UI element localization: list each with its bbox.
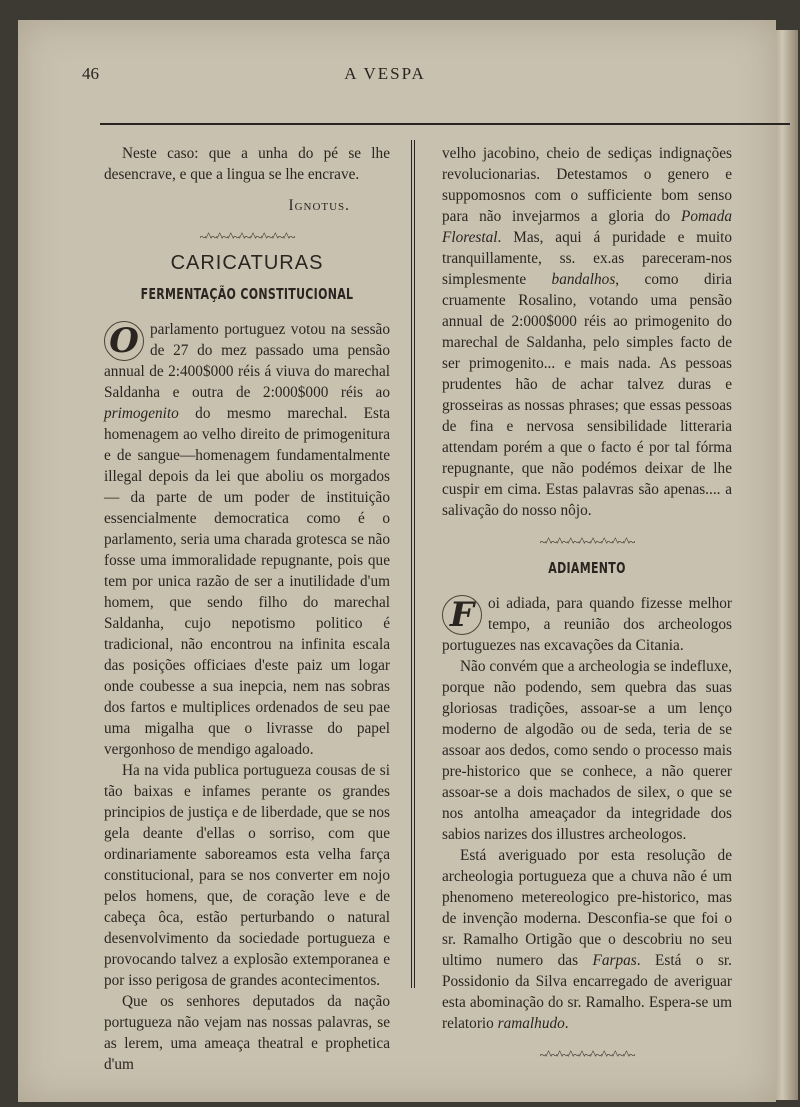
left-column <box>104 143 390 1075</box>
ornament-divider: ~^~^~^~^~^~^~^~^~ <box>539 534 635 549</box>
article-paragraph: F oi adiada, para quando fizesse melhor tempo, a reunião dos archeologos portuguezes nas excavações da Citania. <box>442 595 732 654</box>
article-paragraph: O parlamento portuguez votou na sessão de 27 do mez passado uma pensão annual de 2:400$000 réis á viuva do marechal Saldanha e outra de 2:000$000 réis ao primogenito do mesmo marechal. Esta homenagem ao velho direito de primogenitura e de sangue—homenagem fundamentalmente illegal depois da lei que aboliu os morgados — da parte de um poder de instituição essencialmente democratica como é o parlamento, seria uma charada grotesca se não fosse uma immoralidade repugnante, pois que tem por unica razão de ser a inutilidade d'um homem, que sendo filho do marechal Saldanha, cujo nepotismo politico é tradicional, não encontrou na infinita escala das posições officiaes d'este paiz um logar onde coubesse a sua inepcia, nem nas sobras dos fartos e multiplices ordenados de seu pae uma migalha que o livrasse do papel vergonhoso de mendigo agaloado. <box>104 321 390 758</box>
article-paragraph: Ha na vida publica portugueza cousas de si tão baixas e infames perante os grandes principios de justiça e de liberdade, que se nos gela deante d'ellas o sorriso, com que ordinariamente saboreamos esta velha farça constitucional, para se nos converter em nojo pelos homens, que, de coração leve e de cabeça ôca, estão perturbando o natural desenvolvimento da sociedade portugueza e provocando talvez a explosão extemporanea e por isso perigosa de grandes acontecimentos. <box>104 762 390 989</box>
article-title: ADIAMENTO <box>548 559 626 578</box>
header-rule <box>100 123 790 125</box>
page-header <box>82 64 688 94</box>
article-paragraph: Está averiguado por esta resolução de archeologia portugueza que a chuva não é um phenomeno metereologico pre-historico, mas de invenção moderna. Desconfia-se que foi o sr. Ramalho Ortigão que o descobriu no seu ultimo numero das Farpas. Está o sr. Possidonio da Silva encarregado de averiguar esta abominação do sr. Ramalho. Espera-se um relatorio ramalhudo. <box>442 847 732 1032</box>
column-divider <box>411 140 412 988</box>
ornament-divider: ~^~^~^~^~^~^~^~^~ <box>199 229 295 244</box>
article-paragraph: velho jacobino, cheio de sediças indignações revolucionarias. Detestamos o genero e suppomosnos com o sufficiente bom senso para não invejarmos a gloria do Pomada Florestal. Mas, aqui á puridade e muito tranquillamente, ss. ex.as pareceram-nos simplesmente bandalhos, como diria cruamente Rosalino, votando uma pensão annual de 2:000$000 réis ao primogenito do marechal de Saldanha, pelo simples facto de ser primogenito... e mais nada. As pessoas prudentes hão de achar talvez duras e grosseiras as nossas phrases; que essas pessoas de fina e nervosa sensibilidade litteraria attendam porém a que o facto é por tal fórma repugnante, que não podémos deixar de lhe cuspir em cima. Estas palavras são apenas.... a salivação do nosso nôjo. <box>442 145 732 519</box>
ornament-divider: ~^~^~^~^~^~^~^~^~ <box>539 1047 635 1062</box>
dropcap-f: F <box>442 595 482 635</box>
signature: Ignotus. <box>288 197 350 214</box>
section-title: CARICATURAS <box>170 252 324 274</box>
article-title: FERMENTAÇÃO CONSTITUCIONAL <box>140 285 354 304</box>
column-divider-double <box>414 140 415 988</box>
article-paragraph: Que os senhores deputados da nação portugueza não vejam nas nossas palavras, se as lerem, uma ameaça theatral e prophetica d'um <box>104 993 390 1073</box>
dropcap-o: O <box>104 321 144 361</box>
running-title: A VESPA <box>344 64 426 83</box>
intro-text: Neste caso: que a unha do pé se lhe desencrave, e que a lingua se lhe encrave. <box>104 145 390 183</box>
page-number: 46 <box>82 64 99 83</box>
right-column <box>442 143 732 1071</box>
article-paragraph: Não convém que a archeologia se indefluxe, porque não podendo, sem quebra das suas gloriosas tradições, assoar-se a um lenço moderno de algodão ou de seda, teria de se assoar aos dedos, como sendo o processo mais pre-historico que se conhece, a não querer assoar-se a dois machados de silex, o que se nos antolha ameaçador da integridade dos sabios narizes dos illustres archeologos. <box>442 658 732 843</box>
